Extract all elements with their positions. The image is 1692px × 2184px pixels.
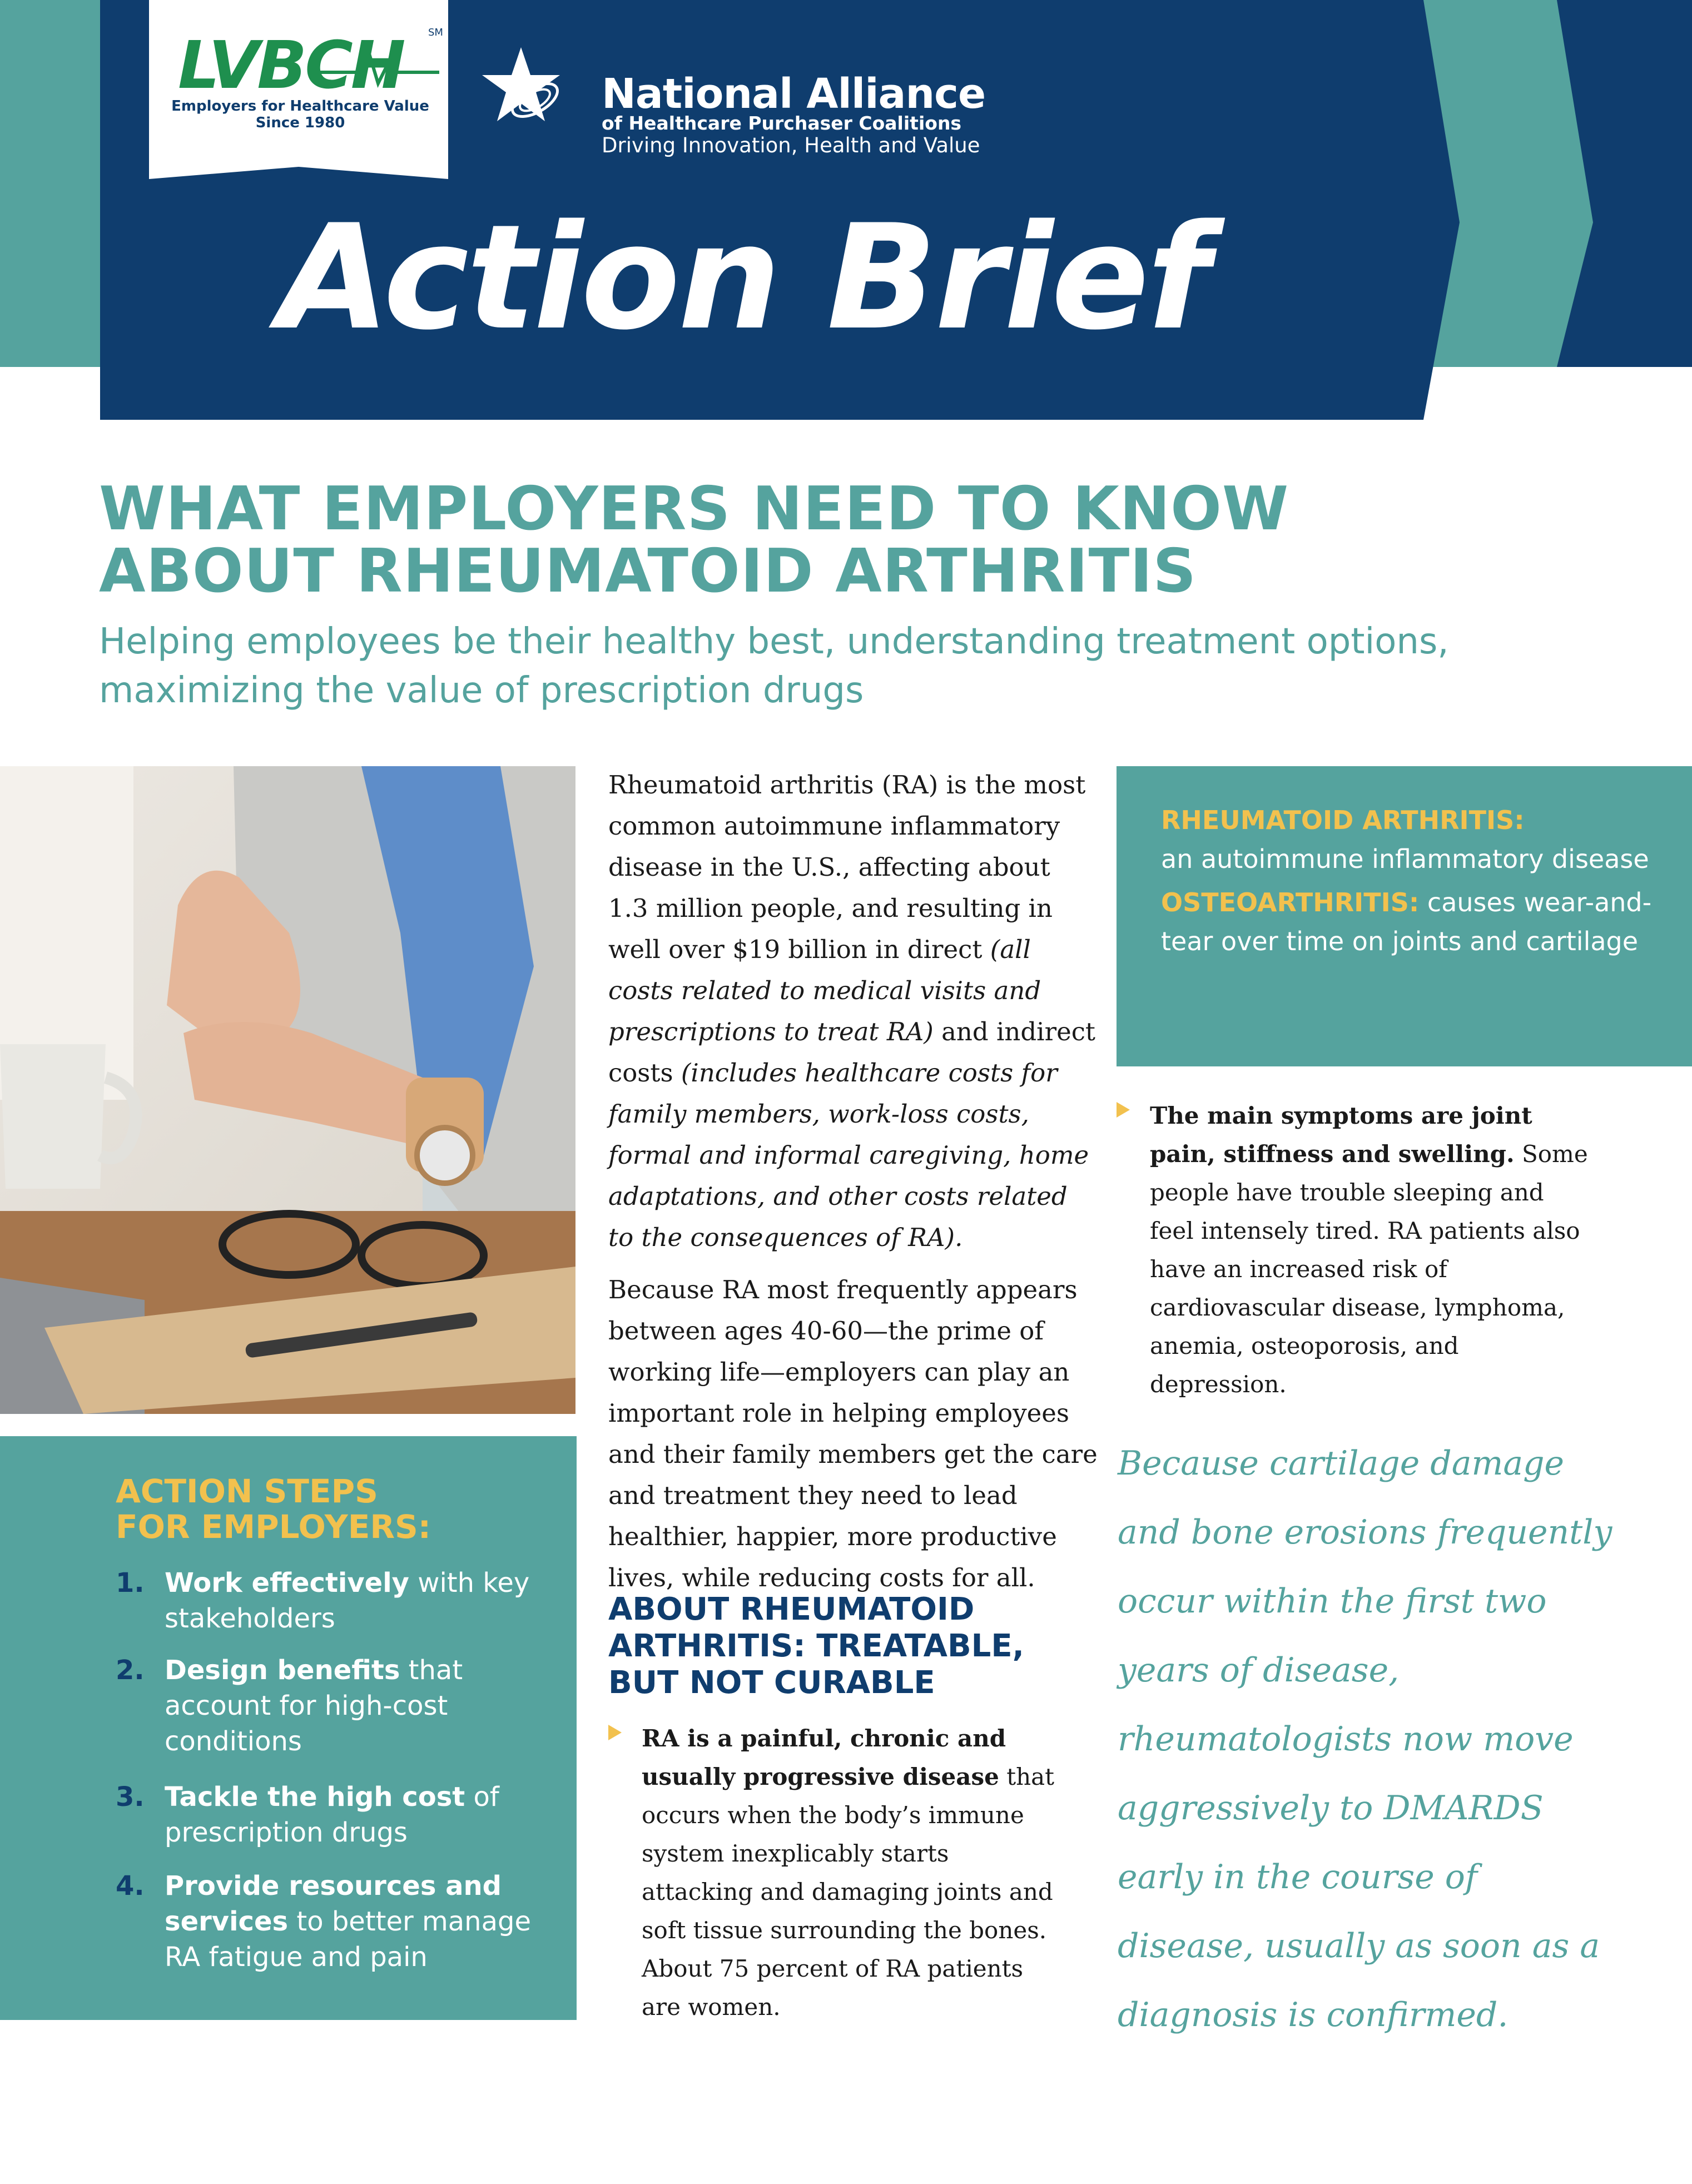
- bullet-text: Some people have trouble sleeping and feel intensely tired. RA patients also have an increased risk of cardiovascular disease, lymphoma, anemia, osteoporosis, and depression.: [1150, 1140, 1588, 1398]
- page-subtitle-line1: Helping employees be their healthy best, understanding treatment options,: [99, 621, 1449, 662]
- step-text: that account for high-cost conditions: [165, 1655, 463, 1757]
- about-ra-heading-line: BUT NOT CURABLE: [608, 1665, 935, 1701]
- about-ra-heading-line: ARTHRITIS: TREATABLE,: [608, 1628, 1024, 1664]
- intro-text-part: Rheumatoid arthritis (RA) is the most common autoimmune inflammatory disease in the U.S., affecting about 1.3 million people, and resulting in well over $19 billion in direct: [608, 770, 1086, 964]
- intro-text-italic: (includes healthcare costs for family members, work-loss costs, formal and informal caregiving, home adaptations, and other costs related to the consequences of RA).: [608, 1058, 1089, 1252]
- about-ra-heading-line: ABOUT RHEUMATOID: [608, 1591, 975, 1627]
- page-subtitle-line2: maximizing the value of prescription drugs: [99, 670, 864, 711]
- bullet-bold: The main symptoms are joint pain, stiffness and swelling.: [1150, 1102, 1532, 1168]
- about-ra-heading: [608, 1591, 1109, 1701]
- action-steps-title: [116, 1473, 538, 1545]
- service-mark: SM: [428, 27, 443, 38]
- ra-definition-text: an autoimmune inflammatory disease: [1161, 844, 1649, 874]
- oa-definition-text: causes wear-and-tear over time on joints and cartilage: [1161, 887, 1652, 956]
- step-bold: Provide resources and services: [165, 1870, 502, 1937]
- action-step: [116, 1565, 560, 1636]
- national-alliance-title: National Alliance: [602, 70, 986, 118]
- step-bold: Work effectively: [165, 1567, 409, 1599]
- step-number: 1.: [116, 1567, 145, 1599]
- step-number: 4.: [116, 1870, 145, 1902]
- lvbch-logo: LVBCH: [178, 27, 404, 103]
- page-subtitle: [99, 617, 1600, 715]
- intro-paragraph: [608, 765, 1098, 1258]
- heartbeat-icon: [311, 39, 439, 89]
- bullet-bold: RA is a painful, chronic and usually progressive disease: [642, 1725, 1006, 1790]
- ra-description-bullet: [608, 1719, 1064, 2026]
- pull-quote: Because cartilage damage and bone erosions frequently occur within the first two years of disease, rheumatologists now move aggressively to DMARDS early in the course of disease, usually as soon as a diagnosis is confirmed.: [1118, 1444, 1612, 2034]
- intro-text-part: and indirect costs: [608, 1017, 1095, 1088]
- star-logo-icon: [479, 44, 563, 128]
- action-step: [116, 1779, 560, 1850]
- bullet-arrow-icon: [1117, 1102, 1130, 1118]
- action-step: [116, 1868, 560, 1975]
- action-step: [116, 1652, 560, 1759]
- step-bold: Tackle the high cost: [165, 1781, 465, 1813]
- step-number: 2.: [116, 1655, 145, 1686]
- photo-woman-holding-wrist: [0, 766, 575, 1414]
- step-text: with key stakeholders: [165, 1567, 530, 1634]
- intro-text: [608, 765, 1098, 1610]
- banner-title: Action Brief: [278, 194, 1208, 362]
- step-number: 3.: [116, 1781, 145, 1813]
- ra-definition-label: RHEUMATOID ARTHRITIS:: [1161, 805, 1525, 835]
- oa-definition-label: OSTEOARTHRITIS:: [1161, 887, 1420, 917]
- page-title-line1: WHAT EMPLOYERS NEED TO KNOW: [99, 474, 1289, 544]
- step-bold: Design benefits: [165, 1655, 400, 1686]
- national-alliance-subtitle: of Healthcare Purchaser Coalitions: [602, 112, 962, 134]
- page-title-line2: ABOUT RHEUMATOID ARTHRITIS: [99, 537, 1197, 606]
- action-steps-title-line2: FOR EMPLOYERS:: [116, 1508, 431, 1546]
- action-steps-title-line1: ACTION STEPS: [116, 1472, 378, 1510]
- intro-text-italic: (all costs related to medical visits and prescriptions to treat RA): [608, 935, 1041, 1046]
- step-text: to better manage RA fatigue and pain: [165, 1906, 531, 1973]
- header-teal-band-left: [0, 0, 100, 367]
- national-alliance-tagline: Driving Innovation, Health and Value: [602, 133, 980, 157]
- lvbch-tagline: Employers for Healthcare Value Since 1980: [171, 98, 429, 131]
- bullet-arrow-icon: [608, 1725, 622, 1740]
- definitions-text: [1161, 801, 1673, 965]
- bullet-text: that occurs when the body’s immune system inexplicably starts attacking and damaging joints and soft tissue surrounding the bones. About 75 percent of RA patients are women.: [642, 1763, 1055, 2021]
- page-title: [99, 474, 1545, 606]
- employer-role-paragraph: Because RA most frequently appears between ages 40-60—the prime of working life—employers can play an important role in helping employees and their family members get the care and treatment they need to lead healthier, happier, more productive lives, while reducing costs for all.: [608, 1275, 1098, 1592]
- step-text: of prescription drugs: [165, 1781, 499, 1848]
- symptoms-bullet: [1117, 1096, 1595, 1403]
